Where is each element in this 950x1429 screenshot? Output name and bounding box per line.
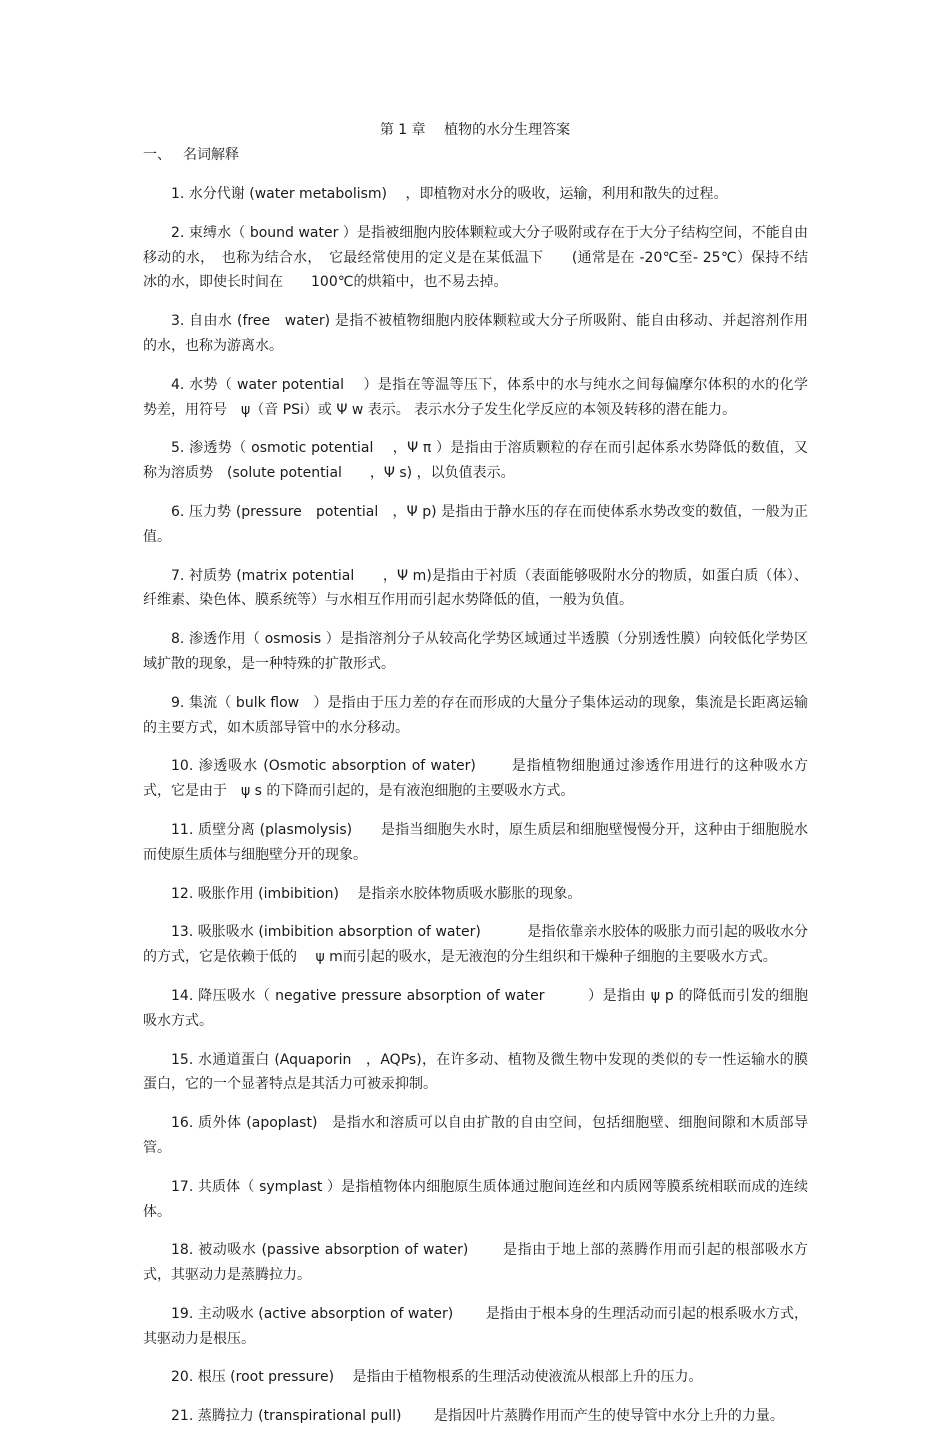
- definition-item: 9. 集流（ bulk flow ）是指由于压力差的存在而形成的大量分子集体运动的现象，集流是长距离运输的主要方式，如木质部导管中的水分移动。: [143, 694, 808, 736]
- definition-item: 19. 主动吸水 (active absorption of water) 是指由于根本身的生理活动而引起的根系吸水方式，其驱动力是根压。: [143, 1305, 808, 1347]
- section-number: 一、: [143, 147, 171, 163]
- definition-item: 4. 水势（ water potential ）是指在等温等压下，体系中的水与纯水之间每偏摩尔体积的水的化学势差，用符号 ψ（音 PSi）或 Ψ w 表示。 表示水分子发生化学反应的本领及转移的潜在能力。: [143, 376, 808, 418]
- definition-item: 6. 压力势 (pressure potential ，Ψ p) 是指由于静水压的存在而使体系水势改变的数值，一般为正值。: [143, 503, 808, 545]
- definition-item: 13. 吸胀吸水 (imbibition absorption of water) 是指依靠亲水胶体的吸胀力而引起的吸收水分的方式，它是依赖于低的 ψ m而引起的吸水，是无液泡的分生组织和干燥种子细胞的主要吸水方式。: [143, 924, 808, 966]
- definition-item: 5. 渗透势（ osmotic potential ，Ψ π ）是指由于溶质颗粒的存在而引起体系水势降低的数值，又称为溶质势 (solute potential ，Ψ s) ，以负值表示。: [143, 440, 808, 482]
- page-title: 第 1 章 植物的水分生理答案: [379, 122, 571, 138]
- section-label: 名词解释: [183, 147, 239, 163]
- definition-list: [143, 168, 808, 1429]
- definition-item: 21. 蒸腾拉力 (transpirational pull) 是指因叶片蒸腾作用而产生的使导管中水分上升的力量。: [171, 1408, 784, 1425]
- definition-item: 2. 束缚水（ bound water ）是指被细胞内胶体颗粒或大分子吸附或存在于大分子结构空间，不能自由移动的水， 也称为结合水， 它最经常使用的定义是在某低温下 (通常是在 -20℃至- 25℃）保持不结冰的水，即使长时间在 100℃的烘箱中，也不易去掉。: [143, 224, 808, 291]
- definition-item: 18. 被动吸水 (passive absorption of water) 是指由于地上部的蒸腾作用而引起的根部吸水方式，其驱动力是蒸腾拉力。: [143, 1242, 808, 1284]
- definition-item: 20. 根压 (root pressure) 是指由于植物根系的生理活动使液流从根部上升的压力。: [171, 1369, 703, 1386]
- definition-item: 10. 渗透吸水 (Osmotic absorption of water) 是指植物细胞通过渗透作用进行的这种吸水方式，它是由于 ψ s 的下降而引起的，是有液泡细胞的主要吸水方式。: [143, 758, 808, 800]
- definition-item: 1. 水分代谢 (water metabolism) ，即植物对水分的吸收，运输，利用和散失的过程。: [171, 186, 728, 202]
- definition-item: 7. 衬质势 (matrix potential ，Ψ m)是指由于衬质（表面能够吸附水分的物质，如蛋白质（体）、纤维素、染色体、膜系统等）与水相互作用而引起水势降低的值，一般为负值。: [143, 567, 808, 609]
- section-heading: [143, 144, 239, 164]
- definition-item: 14. 降压吸水（ negative pressure absorption of water ）是指由 ψ p 的降低而引发的细胞吸水方式。: [143, 987, 808, 1029]
- definition-item: 11. 质壁分离 (plasmolysis) 是指当细胞失水时，原生质层和细胞壁慢慢分开，这种由于细胞脱水而使原生质体与细胞壁分开的现象。: [143, 821, 808, 863]
- definition-item: 16. 质外体 (apoplast) 是指水和溶质可以自由扩散的自由空间，包括细胞壁、细胞间隙和木质部导管。: [143, 1115, 808, 1156]
- definition-item: 3. 自由水 (free water) 是指不被植物细胞内胶体颗粒或大分子所吸附、能自由移动、并起溶剂作用的水，也称为游离水。: [143, 313, 808, 354]
- definition-item: 17. 共质体（ symplast ）是指植物体内细胞原生质体通过胞间连丝和内质网等膜系统相联而成的连续体。: [143, 1178, 808, 1220]
- definition-item: 12. 吸胀作用 (imbibition) 是指亲水胶体物质吸水膨胀的现象。: [171, 885, 582, 902]
- definition-item: 8. 渗透作用（ osmosis ）是指溶剂分子从较高化学势区域通过半透膜（分别透性膜）向较低化学势区域扩散的现象，是一种特殊的扩散形式。: [143, 631, 808, 672]
- definition-item: 15. 水通道蛋白 (Aquaporin ，AQPs)，在许多动、植物及微生物中发现的类似的专一性运输水的膜蛋白，它的一个显著特点是其活力可被汞抑制。: [143, 1051, 808, 1093]
